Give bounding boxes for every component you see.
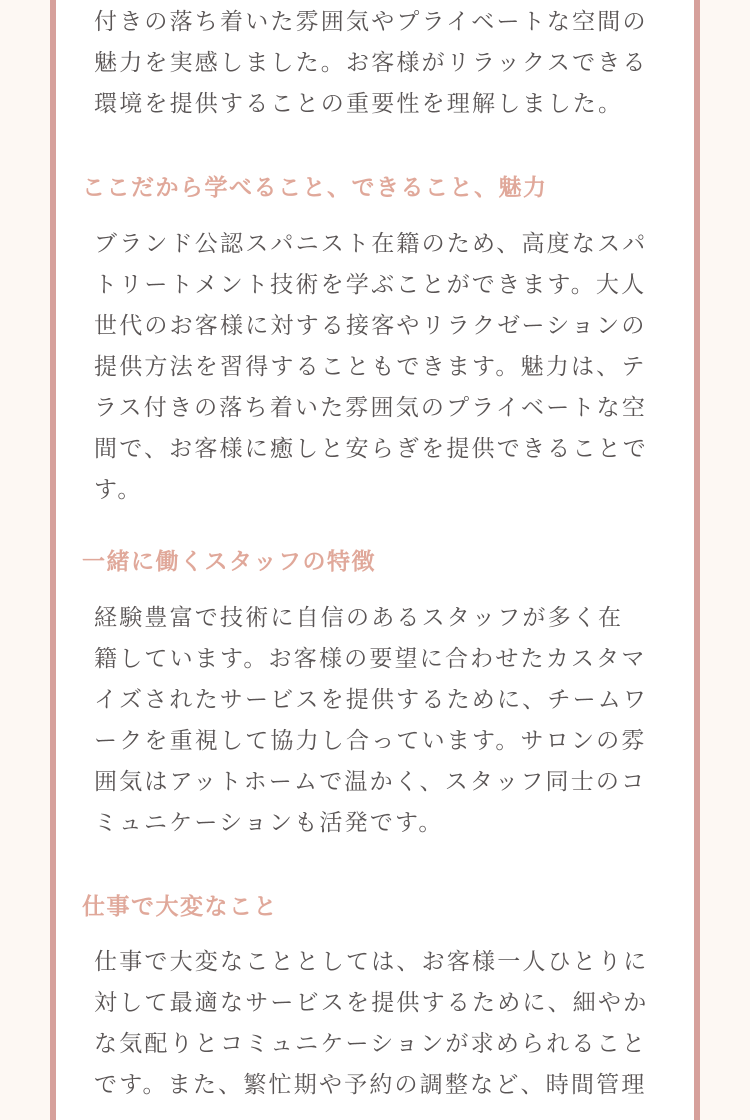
section-heading-challenges: 仕事で大変なこと xyxy=(82,894,278,920)
learning-paragraph xyxy=(94,224,654,511)
text-line: 経験豊富で技術に自信のあるスタッフが多く在 xyxy=(94,605,624,631)
text-line: 提供方法を習得することもできます。魅力は、テ xyxy=(94,354,647,380)
text-line: 環境を提供することの重要性を理解しました。 xyxy=(94,91,624,117)
text-line: 仕事で大変なこととしては、お客様一人ひとりに xyxy=(94,949,649,975)
text-line: ブランド公認スパニスト在籍のため、高度なスパ xyxy=(94,231,648,257)
text-line: ークを重視して協力し合っています。サロンの雰 xyxy=(94,728,647,754)
text-line: 付きの落ち着いた雰囲気やプライベートな空間の xyxy=(94,9,648,35)
section-heading-learning: ここだから学べること、できること、魅力 xyxy=(82,175,548,201)
text-line: 囲気はアットホームで温かく、スタッフ同士のコ xyxy=(94,769,647,795)
text-line: 対して最適なサービスを提供するために、細やか xyxy=(94,990,649,1016)
text-line: な気配りとコミュニケーションが求められること xyxy=(94,1031,648,1057)
text-line: 魅力を実感しました。お客様がリラックスできる xyxy=(94,50,648,76)
challenges-paragraph xyxy=(94,942,654,1106)
staff-paragraph xyxy=(94,598,654,844)
text-line: ラス付きの落ち着いた雰囲気のプライベートな空 xyxy=(94,395,648,421)
text-line: 籍しています。お客様の要望に合わせたカスタマ xyxy=(94,646,647,672)
text-line: トリートメント技術を学ぶことができます。大人 xyxy=(94,272,647,298)
text-line: 間で、お客様に癒しと安らぎを提供できることで xyxy=(94,436,648,462)
text-line: イズされたサービスを提供するために、チームワ xyxy=(94,687,649,713)
intro-paragraph xyxy=(94,2,654,125)
text-line: です。また、繁忙期や予約の調整など、時間管理 xyxy=(94,1072,647,1098)
section-heading-staff: 一緒に働くスタッフの特徴 xyxy=(82,549,376,575)
text-line: 世代のお客様に対する接客やリラクゼーションの xyxy=(94,313,647,339)
text-line: ミュニケーションも活発です。 xyxy=(94,810,444,836)
text-line: す。 xyxy=(94,477,143,503)
